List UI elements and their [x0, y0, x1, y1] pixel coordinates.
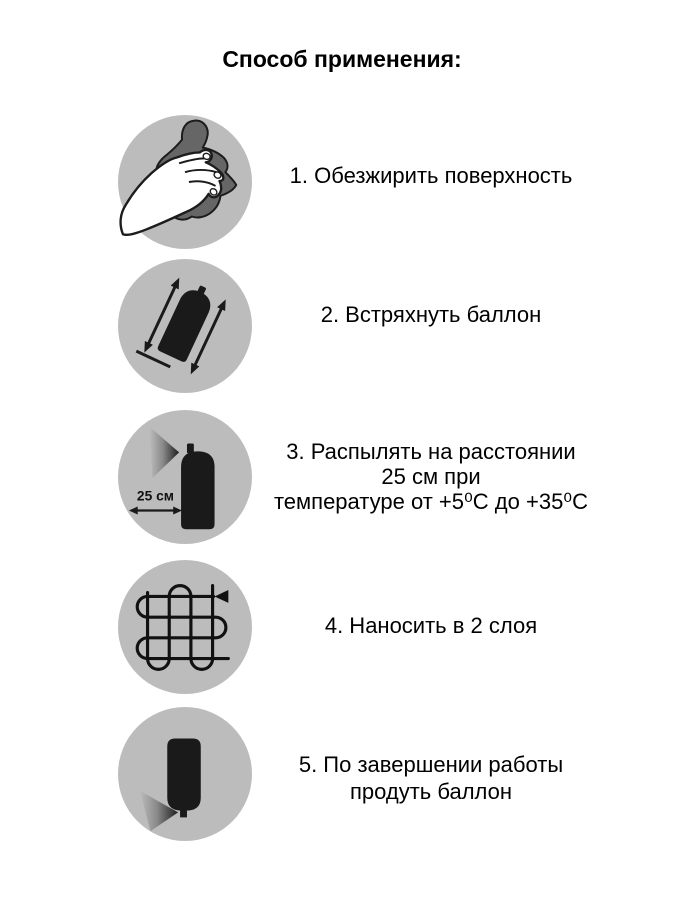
distance-label: 25 см — [136, 488, 174, 504]
hand-shape — [121, 150, 224, 235]
crosshatch-spray-pattern-icon — [118, 560, 252, 694]
can-body — [181, 451, 215, 529]
step-line: 3. Распылять на расстоянии — [286, 439, 576, 464]
arrowhead-down — [187, 363, 200, 377]
arrowhead-up — [217, 297, 230, 311]
step4-text — [258, 613, 604, 638]
arrowhead-left — [129, 507, 138, 515]
step4-circle — [118, 560, 252, 694]
step-line: продуть баллон — [349, 779, 513, 804]
step3-text — [258, 439, 604, 514]
spray-cone — [150, 427, 180, 478]
hand-wiping-cloth-icon — [118, 115, 252, 249]
inverted-can-purge-icon — [118, 707, 252, 841]
can-body-inverted — [167, 739, 201, 818]
step-line: 5. По завершении работы — [298, 752, 564, 777]
arrowhead-up — [171, 276, 184, 290]
vertical-serpentine — [148, 586, 213, 670]
shaking-spray-can-icon — [118, 259, 252, 393]
step2-circle — [118, 259, 252, 393]
arrowhead-right — [173, 507, 182, 515]
step1-text — [258, 163, 604, 188]
page-title: Способ применения: — [222, 46, 462, 72]
step-line: 2. Встряхнуть баллон — [320, 302, 542, 327]
step2-text — [258, 302, 604, 327]
can-body — [157, 285, 216, 363]
step-line: 25 см при — [381, 464, 481, 489]
path-arrowhead — [215, 590, 229, 603]
horizontal-serpentine — [137, 596, 228, 658]
step-line: 4. Наносить в 2 слоя — [324, 613, 538, 638]
step5-circle — [118, 707, 252, 841]
step5-text — [258, 751, 604, 805]
step-line: 1. Обезжирить поверхность — [289, 163, 573, 188]
step-line: температуре от +5⁰С до +35⁰С — [273, 489, 589, 514]
step1-circle — [118, 115, 252, 249]
step3-circle — [118, 410, 252, 544]
spray-distance-icon — [118, 410, 252, 544]
